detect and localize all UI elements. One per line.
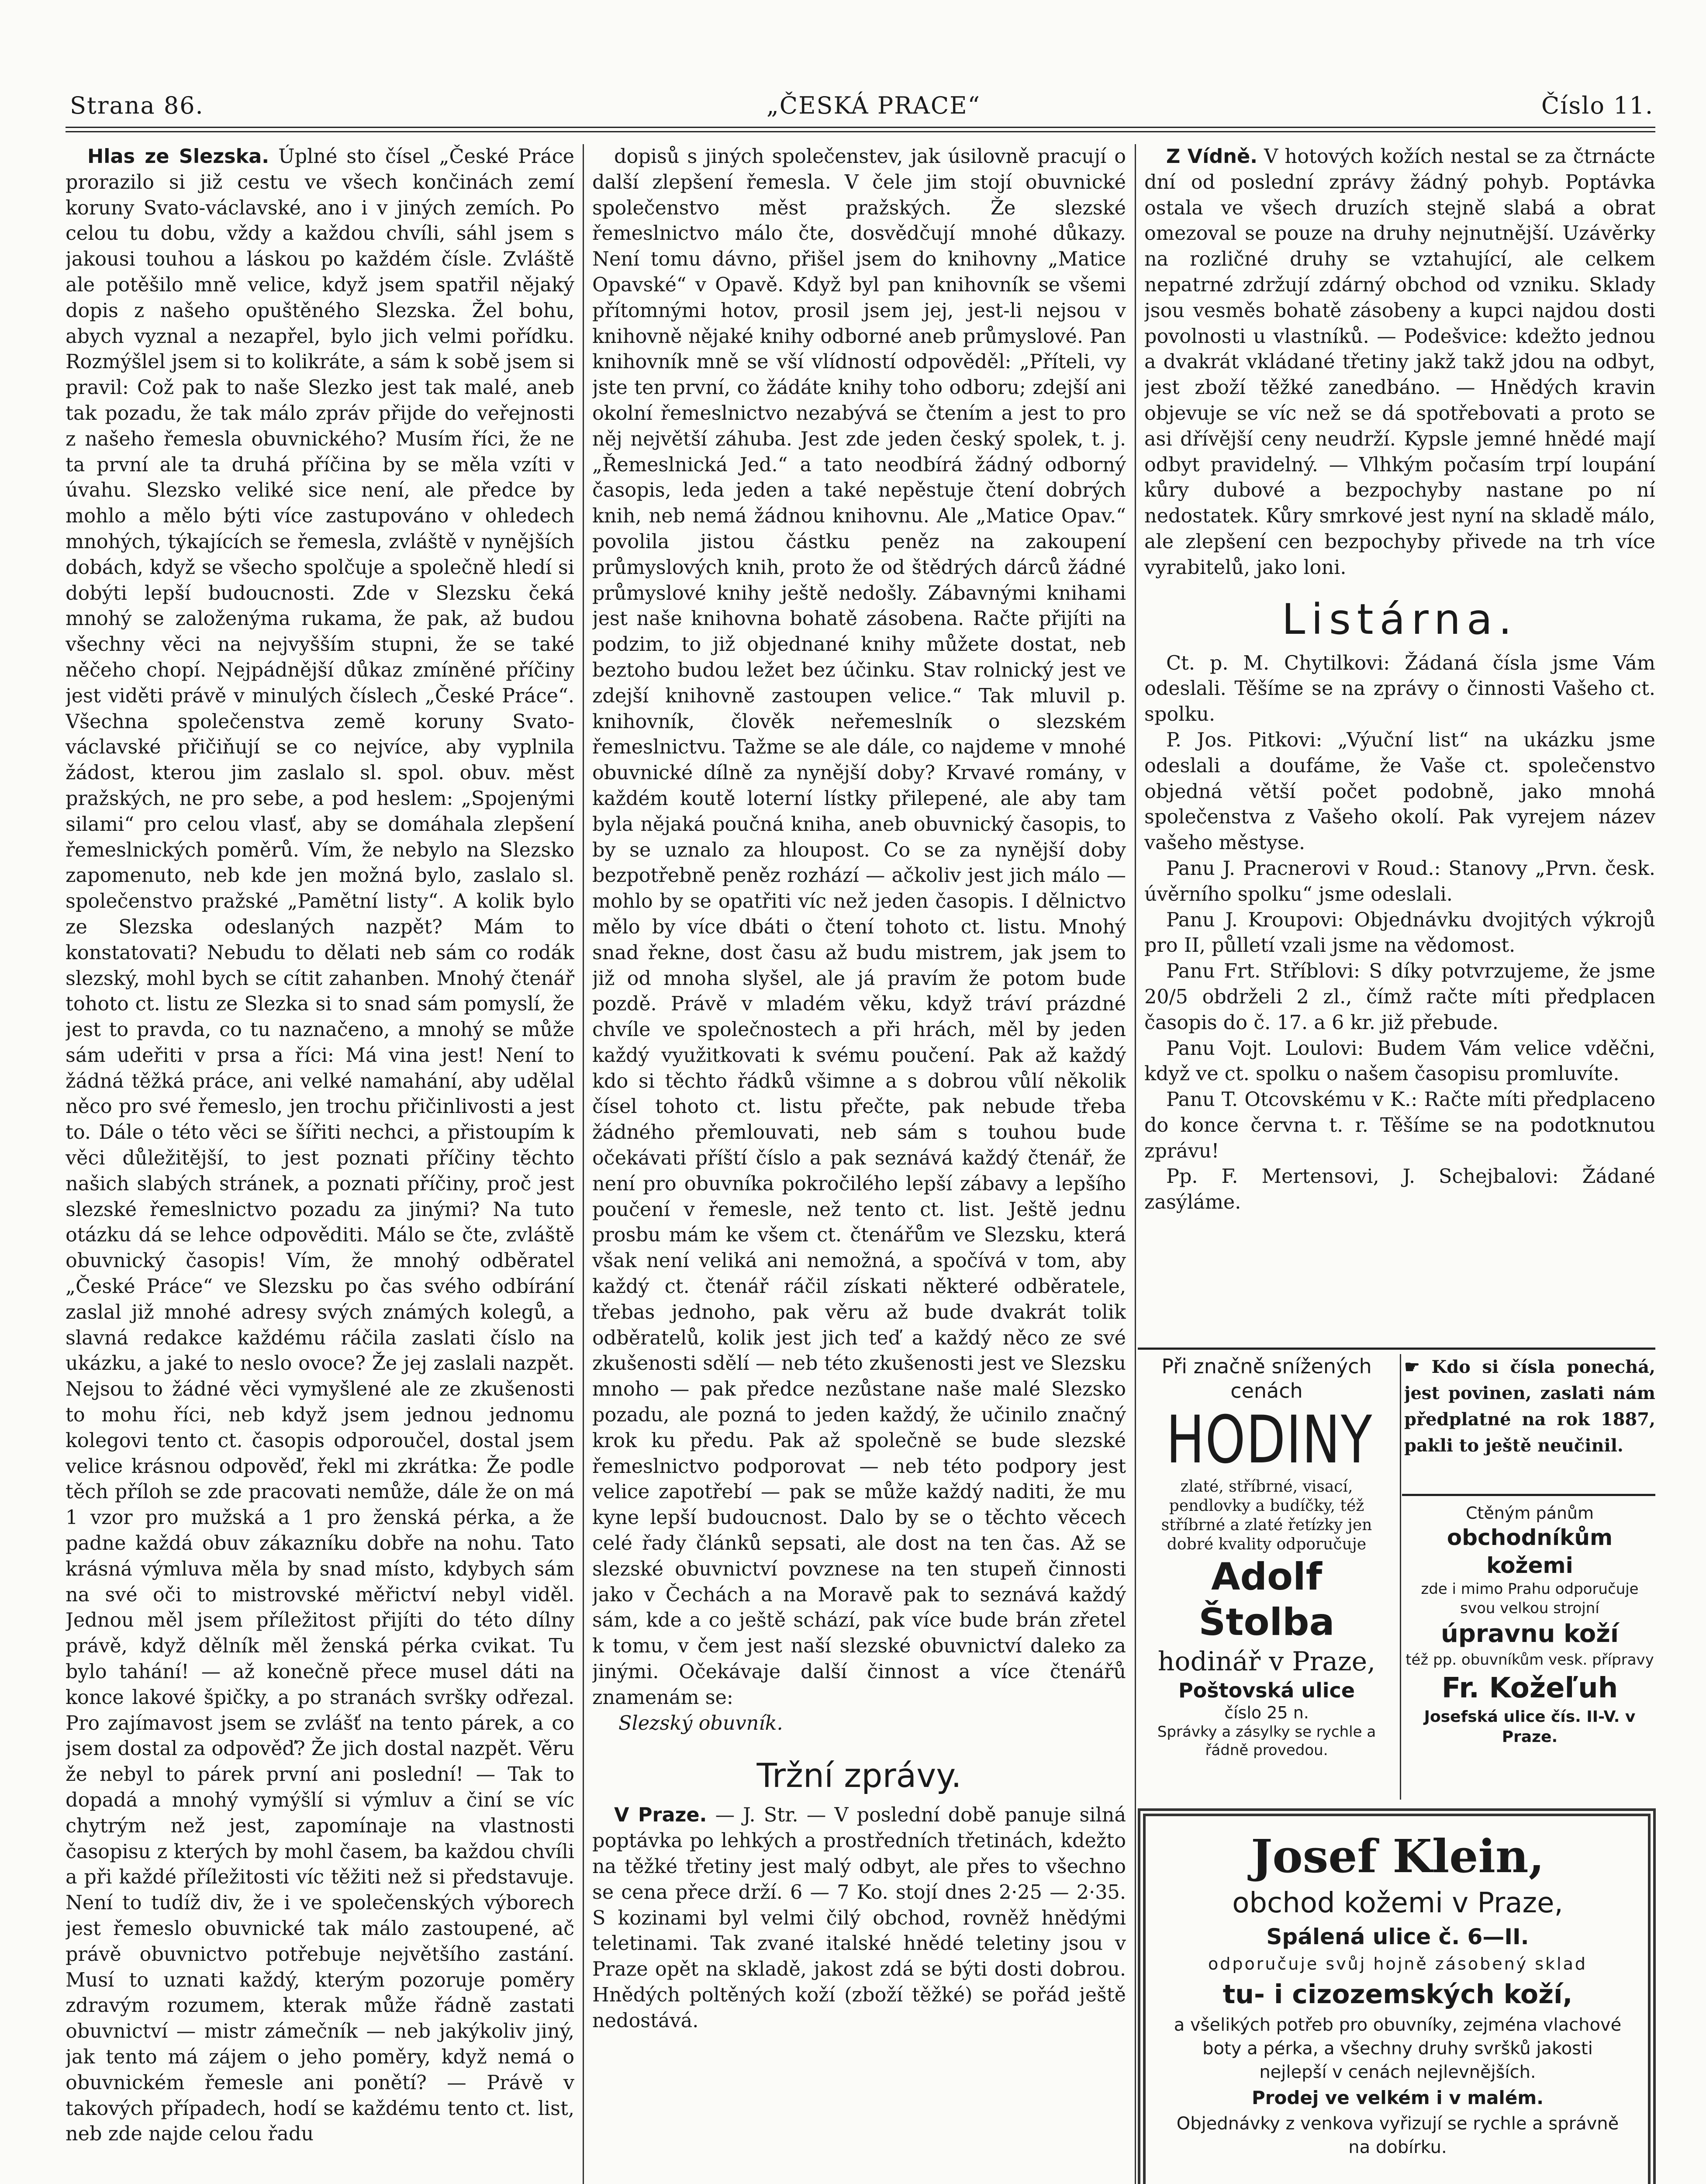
letter-item: P. Jos. Pitkovi: „Výuční list“ na ukázku jsme odeslali a doufáme, že Vaše ct. společenstvo objedná větší počet podobně, jako mnohá společenstva z Vašeho okolí. Pak vyrejem název vašeho městyse. [1144,729,1655,854]
ad-watchmaker [1138,1354,1395,1800]
ad-kozeluh-line1: zde i mimo Prahu odporučuje svou velkou strojní [1421,1580,1639,1617]
ad-kozeluh-name: Fr. Kožeľuh [1441,1672,1618,1704]
article-signature: Slezský obuvník. [618,1712,783,1735]
ad-kozeluh-line2: též pp. obuvníkům vesk. přípravy [1406,1651,1654,1669]
letter-item: Panu Vojt. Loulovi: Budem Vám velice vděčni, když ve ct. spolku o našem časopisu promluvíte. [1144,1037,1655,1085]
article-continuation [592,144,1126,2184]
listarna-title: Listárna. [1281,594,1518,644]
ad-kozeluh-greeting: Ctěným pánům [1465,1503,1594,1523]
vienna-heading: Z Vídně. [1166,145,1258,168]
column-divider-2 [1135,144,1136,2184]
ad-watch-desc: zlaté, stříbrné, visací, pendlovky a budíčky, též stříbrné a zlaté řetízky jen dobré kvality odporučuje [1161,1478,1372,1553]
ad-klein-goods: tu- i cizozemských koží, [1223,1979,1573,2010]
vienna-body: V hotových kožích nestal se za čtrnácte dní od poslední zprávy žádný pohyb. Poptávka ostala ve všech druzích stejně slabá a obrat omezoval se pouze na druhy nejnutnější. Uzávěrky na rozličné druhy se vztahující, ale celkem nepatrné zdržují zdárný obchod od vzniku. Sklady jsou vesměs bohatě zásobeny a kupci najdou dosti povolnosti u vlastníků. — Podešvice: kdežto jednou a dvakrát vkládané třetiny jakž takž jdou na odbyt, jest zboží těžké zanedbáno. — Hnědých kravin objevuje se víc než se dá spotřebovati a proto se asi dřívější ceny neudrží. Kypsle jemné hnědé mají odbyt pravidelný. — Vlhkým počasím trpí loupání kůry dubové a bezpochyby nastane po ní nedostatek. Kůry smrkové jest nyní na skladě málo, ale zlepšení cen bezpochyby přivede na trh více vyrabitelů, jako loni. [1144,145,1655,579]
ad-klein-sale: Prodej ve velkém i v malém. [1251,2087,1544,2108]
notice-rule [1402,1494,1655,1496]
ad-klein-orders: Objednávky z venkova vyřizují se rychle a správně na dobírku. [1176,2114,1619,2157]
letter-item: Panu J. Pracnerovi v Roud.: Stanovy „Prvn. česk. úvěrního spolku“ jsme odeslali. [1144,857,1655,905]
ad-watch-title: HODINY [1166,1402,1373,1478]
ad-kozeluh [1404,1503,1655,1800]
ad-watch-street: Poštovská ulice [1178,1679,1355,1702]
ad-watch-name: Adolf Štolba [1198,1555,1335,1644]
market-body: — J. Str. — V poslední době panuje silná poptávka po lehkých a prostředních třetinách, kdežto na těžké třetiny jest malý odbyt, ale přes to všechno se cena přece drží. 6 — 7 Ko. stojí dnes 2·25 — 2·35. S kozinami byl velmi čilý obchod, rovněž hnědými teletinami. Tak zvané italské hnědé teletiny jsou v Praze opět na skladě, jakost zdá se býti dosti dobrou. Hnědých poltěných koží (zboží těžké) se pořád ještě nedostává. [592,1804,1126,2032]
ad-klein-name: Josef Klein, [1251,1829,1544,1883]
letter-item: Panu T. Otcovskému v K.: Račte míti předplaceno do konce června t. r. Těšíme se na podotknutou zprávu! [1144,1089,1655,1162]
page-number: Strana 86. [70,92,204,119]
ad-watch-note: Správky a zásylky se rychle a řádně provedou. [1157,1723,1376,1759]
ad-klein-line2: a všelikých potřeb pro obuvníky, zejména vlachové boty a pérka, a všechny druhy svršků jakosti nejlepší v cenách nejlevnějších. [1174,2015,1622,2082]
ad-watch-lead: Při značně snížených cenách [1161,1355,1372,1403]
market-news-title: Tržní zprávy. [756,1756,962,1795]
letter-item: Panu Frt. Stříblovi: S díky potvrzujeme, že jsme 20/5 obdrželi 2 zl., čímž račte míti předplacen časopis do č. 17. a 6 kr. již přebude. [1144,960,1655,1034]
letter-item: Pp. F. Mertensovi, J. Schejbalovi: Žádané zasýláme. [1144,1165,1655,1214]
ad-watch-trade: hodinář v Praze, [1157,1646,1376,1677]
notice-text: ☛ Kdo si čísla ponechá, jest povinen, zaslati nám předplatné na rok 1887, pakli to ještě neučinil. [1404,1357,1655,1456]
ad-klein-street: Spálená ulice č. 6—II. [1266,1924,1529,1949]
ad-watch-number: číslo 25 n. [1224,1703,1309,1722]
article-body: Úplné sto čísel „České Práce prorazilo si již cestu ve všech končinách zemí koruny Svato-václavské, ano i v jiných zemích. Po celou tu dobu, vždy a každou chvíli, sáhl jsem s jakousi touhou a láskou po každém čísle. Zvláště ale potěšilo mně velice, když jsem spatřil nějaký dopis z našeho opuštěného Slezska. Žel bohu, abych vyznal a nezapřel, bylo jich velmi pořídku. Rozmýšlel jsem si to kolikráte, a sám k sobě jsem si pravil: Což pak to naše Slezko jest tak malé, aneb tak pozadu, že tak málo zpráv přijde do veřejnosti z našeho řemesla obuvnického? Musím říci, že ne ta první ale ta druhá příčina by se měla vzíti v úvahu. Slezsko veliké sice není, ale předce by mohlo a mělo býti více zastupováno v ohledech mnohých, týkajících se řemesla, zvláště v nynějších dobách, když se všecho spolčuje a společně hledí si dobýti lepší budoucnosti. Zde v Slezsku čeká mnohý se založenýma rukama, že pak, až budou všechny věci na nejvyšším stupni, že se také něčeho chopí. Nejpádnější důkaz zmíněné příčiny jest viděti právě v minulých číslech „České Práce“. Všechna společenstva země koruny Svato-václavské přičiňují se co nejvíce, aby vyplnila žádost, kterou jim zaslalo sl. spol. obuv. měst pražských, ne pro sebe, a pod heslem: „Spojenými silami“ pro celou vlasť, aby se domáhala zlepšení řemeslnických poměrů. Vím, že nebylo na Slezsko zapomenuto, neb kde jen možná bylo, zaslalo sl. společenstvo pražské „Pamětní listy“. A kolik bylo ze Slezska odeslaných nazpět? Mám to konstatovati? Nebudu to dělati neb sám co rodák slezský, mohl bych se cítit zahanben. Mnohý čtenář tohoto ct. listu ze Slezka si to snad sám pomyslí, že jest to pravda, co tu naznačeno, a mnohý se může sám udeřiti v prsa a říci: Má vina jest! Není to žádná těžká práce, ani velké namahání, aby udělal něco pro své řemeslo, jen trochu přičinlivosti a jest to. Dále o této věci se šířiti nechci, a přistoupím k věci důležitější, to jest poznati příčiny těchto našich slabých stránek, a poznati příčiny, proč jest slezské řemeslnictvo pozadu za jinými? Na tuto otázku dá se lehce odpověditi. Málo se čte, zvláště obuvnický časopis! Vím, že mnohý odběratel „České Práce“ ve Slezsku po čas svého odbírání zaslal již mnohé adresy svých známých kolegů, a slavná redakce každému ráčila zaslati číslo na ukázku, a jaké to neslo ovoce? Že jej zaslali nazpět. Nejsou to žádné věci vymyšlené ale ze zkušenosti to mohu říci, neb když jsem jednou jednomu kolegovi tento ct. časopis odporoučel, dostal jsem velice krásnou odpověď, řekl mi zkrátka: Že podle těch příloh se zde pracovati nemůže, dále že on má 1 vzor pro mužská a 1 pro ženská pérka, a že padne každá obuv zákazníku dobře na nohu. Tato krásná výmluva měla by snad místo, kdybych sám na své oči to mistrovské měřictví nebyl viděl. Jednou měl jsem příležitost přijíti do této dílny právě, když dělník měl ženská pérka cvikat. Tu bylo tahání! — až konečně přece musel dáti na konce lakové špičky, a po stranách svršky odřezal. Pro zajímavost jsem se zvlášť na tento párek, a co jsem dostal za odpověď? Že jich dostal nazpět. Věru že nebyl to párek první ani poslední! — Tak to dopadá a mnohý vymýšlí si výmluv a činí se víc chytrým než jest, zapomínaje na vlastnosti časopisu z kterých by mohl časem, ba každou chvíli a při každé příležitosti víc těžiti než si představuje. Není to tudíž div, že i ve společenských výborech jest řemeslo obuvnické tak málo zastoupené, ač právě obuvnictvo potřebuje největšího zastání. Musí to uznati každý, kterým pozoruje poměry zdravým rozumem, kterak může řádně zastati obuvnictví — mistr zámečník — neb jakýkoliv jiný, jak tento má zájem o jeho poměry, když nemá o obuvnickém řemesle ani ponětí? — Právě v takových případech, hodí se každému tento ct. list, neb zde najde celou řadu [66,145,574,2146]
ad-klein-trade: obchod kožemi v Praze, [1232,1887,1563,1919]
issue-number: Číslo 11. [1541,92,1654,119]
ad-kozeluh-address: Josefská ulice čís. II-V. v Praze. [1424,1708,1636,1746]
market-place: V Praze. [614,1804,707,1827]
article-body-continued: dopisů s jiných společenstev, jak úsilovně pracují o další zlepšení řemesla. V čele jim stojí obuvnické společenstvo měst pražských. Že slezské řemeslnictvo málo čte, dosvědčují mnohé důkazy. Není tomu dávno, přišel jsem do knihovny „Matice Opavské“ v Opavě. Když byl pan knihovník se všemi přítomnými hotov, prosil jsem jej, jest-li nejsou v knihovně nějaké knihy odborné aneb průmyslové. Pan knihovník mně se vší vlídností odpověděl: „Příteli, vy jste ten první, co žádáte knihy toho odboru; zdejší ani okolní řemeslnictvo nezabývá se čtením a jest to pro něj největší záhuba. Jest zde jeden český spolek, t. j. „Řemeslnická Jed.“ a tato neodbírá žádný odborný časopis, leda jeden a také nepěstuje čtení dobrých knih, neb nemá žádnou knihovnu. Ale „Matice Opav.“ povolila jistou částku peněz na zakoupení průmyslových knih, proto že od štědrých dárců žádné průmyslové knihy ještě nedošly. Zábavnými knihami jest naše knihovna bohatě zásobena. Račte přijíti na podzim, to již objednané knihy můžete dostat, neb beztoho budou ležet bez účinku. Stav rolnický jest ve zdejší knihovně zastoupen velice.“ Tak mluvil p. knihovník, člověk neřemeslník o slezském řemeslnictvu. Tažme se ale dále, co najdeme v mnohé obuvnické dílně za nynější doby? Krvavé romány, v každém koutě loterní lístky přilepené, ale aby tam byla nějaká poučná kniha, aneb obuvnický časopis, to by se uznalo za hloupost. Co se za nynější doby bezpotřebně peněz rozhází — ačkoliv jest jich málo — mohlo by se opatřiti víc než jeden časopis. I dělnictvo mělo by více dbáti o čtení tohoto ct. listu. Mnohý snad řekne, dost času až budu mistrem, jak jsem to již od mnoha slyšel, ale já pravím že potom bude pozdě. Právě v mladém věku, když tráví prázdné chvíle ve společnostech a při hrách, měl by jeden každý využitkovati k svému poučení. Pak až každý kdo si těchto řádků všimne a s dobrou vůlí několik čísel tohoto ct. listu přečte, pak nebude třeba žádného přemlouvati, neb sám s touhou bude očekávati příští číslo a pak seznává každý čtenář, že není pro obuvníka pokročilého lepší zábavy a lepšího poučení v řemesle, než tento ct. list. Ještě jednu prosbu mám ke všem ct. čtenářům ve Slezsku, která však není veliká ani nemožná, a spočívá v tom, aby každý ct. čtenář ráčil získati některé odběratele, třebas jednoho, pak věru až bude dvakrát tolik odběratelů, kolik jest jich teď a každý něco ze své zkušenosti sdělí — neb této zkušenosti jest ve Slezsku mnoho — pak předce nezůstane naše malé Slezsko pozadu, ale pozná to jeden každý, že učinilo značný krok ku předu. Pak až společně se bude slezské řemeslnictvo podporovat — neb této podpory jest velice zapotřebí — pak se může každý naditi, že mu kyne lepší budoucnost. Dalo by se o těchto věcech celé řady článků sepsati, ale dost na ten čas. Až se slezské obuvnictví povznese na ten stupeň činnosti jako v Čechách a na Moravě pak to seznává každý sám, kde a co ještě schází, pak více bude brán zřetel k tomu, v čem jest naší slezské obuvnictví daleko za jinými. Očekávaje další činnost a více čtenářů znamenám se: [592,145,1126,1709]
ad-klein [1157,1828,1638,2184]
article-silesia [66,144,574,2184]
ad-kozeluh-product: úpravnu koží [1440,1620,1619,1648]
header-rule-top [66,127,1655,128]
letters-list [1144,651,1655,1216]
masthead-title: „ČESKÁ PRACE“ [766,92,981,119]
article-heading: Hlas ze Slezska. [87,145,269,168]
ad-klein-line1: odporučuje svůj hojně zásobený sklad [1208,1954,1588,1973]
reports-and-letters [1144,144,1655,1332]
ad-kozeluh-target: obchodníkům kožemi [1447,1525,1613,1578]
letter-item: Ct. p. M. Chytilkovi: Žádaná čísla jsme Vám odeslali. Těšíme se na zprávy o činnosti Vašeho ct. spolku. [1144,652,1655,726]
header-rule-bottom [66,131,1655,132]
ads-rule [1138,1348,1655,1350]
subscription-notice [1404,1354,1655,1494]
letter-item: Panu J. Kroupovi: Objednávku dvojitých výkrojů pro II, půlletí vzali jsme na vědomost. [1144,909,1655,957]
column-divider-1 [583,144,584,2184]
ads-divider [1400,1354,1401,1800]
